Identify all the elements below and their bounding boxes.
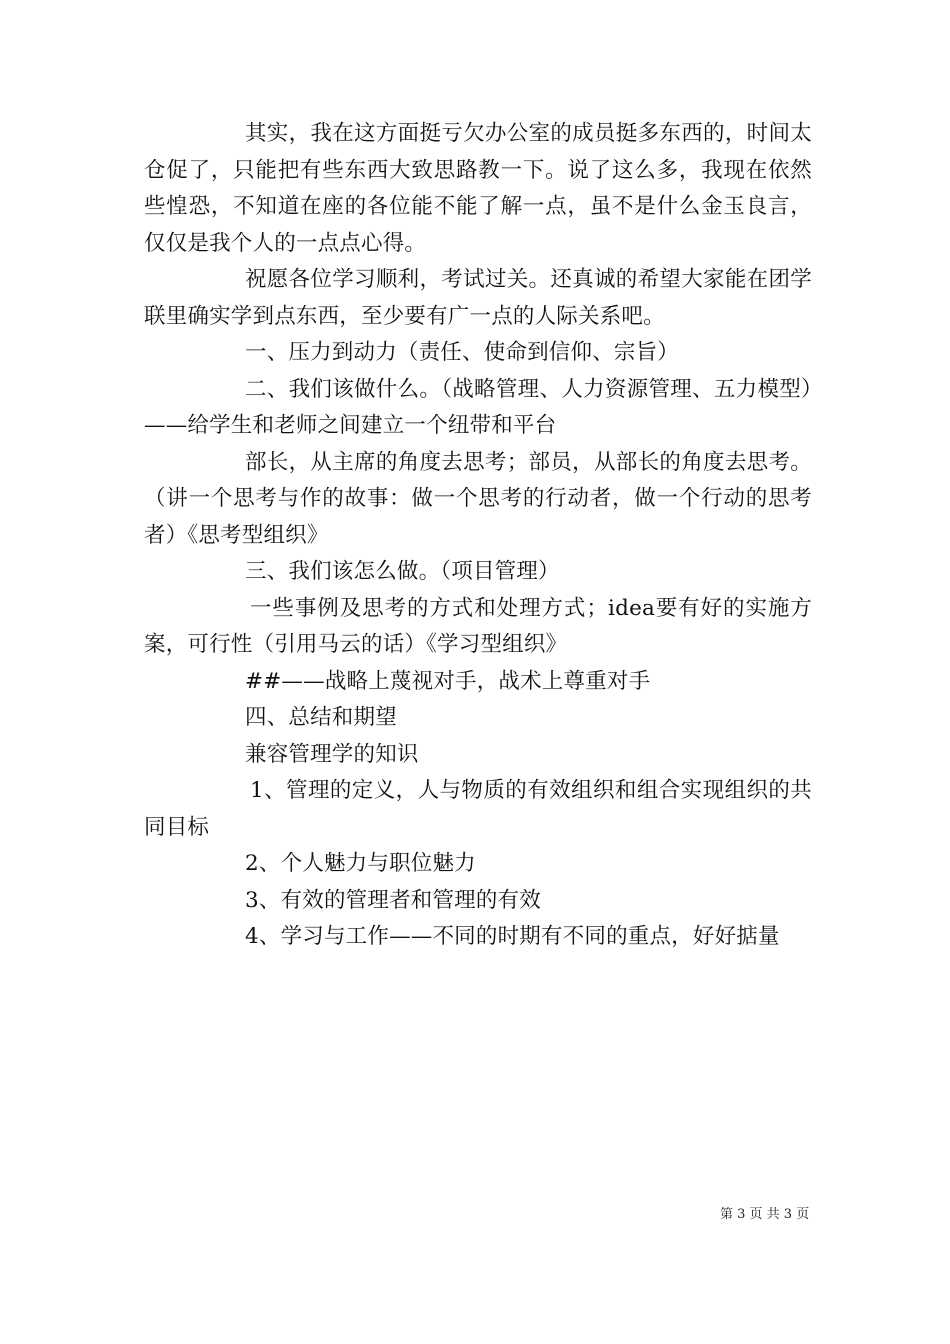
list-item-charisma: 2、个人魅力与职位魅力 — [245, 851, 476, 876]
paragraph-strategy: ##——战略上蔑视对手，战术上尊重对手 — [245, 668, 651, 694]
document-body — [144, 116, 812, 956]
paragraph-wishes: 祝愿各位学习顺利，考试过关。还真诚的希望大家能在团学联里确实学到点东西，至少要有广一点的人际关系吧。 — [144, 267, 812, 329]
paragraph-roles: 部长，从主席的角度去思考；部员，从部长的角度去思考。（讲一个思考与作的故事：做一个思考的行动者，做一个行动的思考者）《思考型组织》 — [144, 449, 812, 548]
paragraph-section-two: 二、我们该做什么。（战略管理、人力资源管理、五力模型）——给学生和老师之间建立一个纽带和平台 — [144, 376, 812, 438]
paragraph-management-knowledge: 兼容管理学的知识 — [245, 741, 419, 767]
paragraph-section-three: 三、我们该怎么做。（项目管理） — [245, 559, 560, 584]
page-number-footer: 第 3 页 共 3 页 — [720, 1207, 810, 1222]
paragraph-section-one: 一、压力到动力（责任、使命到信仰、宗旨） — [245, 340, 680, 365]
paragraph-closing-remarks: 其实，我在这方面挺亏欠办公室的成员挺多东西的，时间太仓促了，只能把有些东西大致思路教一下。说了这么多，我现在依然些惶恐，不知道在座的各位能不能了解一点，虽不是什么金玉良言，仅仅是我个人的一点点心得。 — [144, 121, 812, 256]
list-item-effective-manager: 3、有效的管理者和管理的有效 — [245, 887, 541, 913]
list-item-definition: 1、管理的定义，人与物质的有效组织和组合实现组织的共同目标 — [144, 778, 812, 840]
paragraph-examples: 一些事例及思考的方式和处理方式；idea要有好的实施方案，可行性（引用马云的话）《学习型组织》 — [144, 595, 812, 657]
paragraph-section-four: 四、总结和期望 — [245, 705, 397, 730]
list-item-study-and-work: 4、学习与工作——不同的时期有不同的重点，好好掂量 — [245, 924, 780, 949]
